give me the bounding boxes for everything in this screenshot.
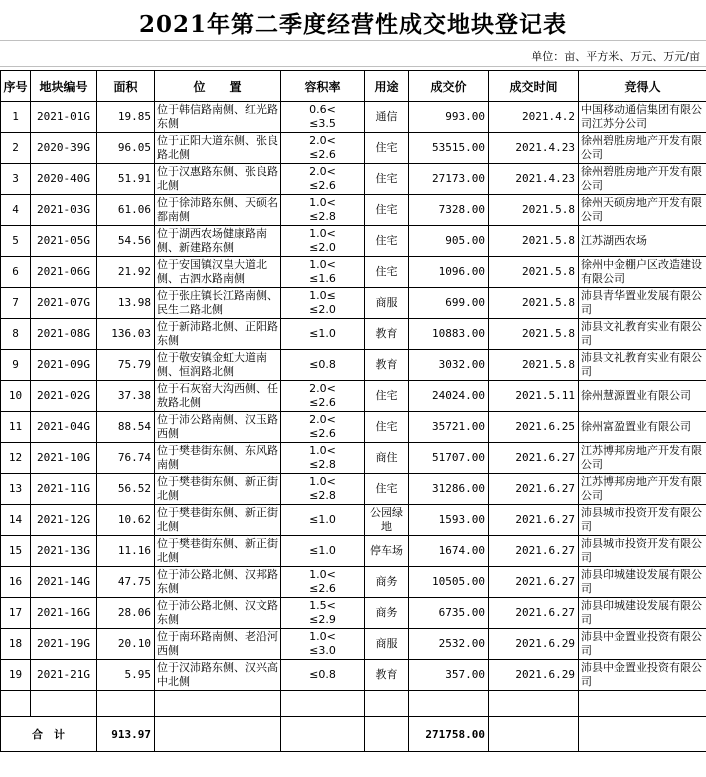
- cell-winner: 徐州天硕房地产开发有限公司: [579, 195, 706, 226]
- cell-far: ≤1.0: [281, 536, 365, 567]
- cell-winner: 沛县城市投资开发有限公司: [579, 505, 706, 536]
- cell-use: 住宅: [365, 164, 409, 195]
- cell-use: 教育: [365, 319, 409, 350]
- cell-area: 20.10: [97, 629, 155, 660]
- cell-date: 2021.6.27: [489, 536, 579, 567]
- cell-far: ≤0.8: [281, 350, 365, 381]
- cell-far: ≤1.0: [281, 505, 365, 536]
- cell-price: 53515.00: [409, 133, 489, 164]
- cell-location: 位于沛公路北侧、汉文路东侧: [155, 598, 281, 629]
- cell-date: 2021.4.23: [489, 164, 579, 195]
- page-title: 2021年第二季度经营性成交地块登记表: [138, 11, 567, 38]
- table-row: [1, 443, 706, 474]
- cell-date: 2021.6.27: [489, 474, 579, 505]
- cell-no: 8: [1, 319, 31, 350]
- cell-no: 14: [1, 505, 31, 536]
- cell-date: 2021.5.8: [489, 195, 579, 226]
- cell-winner: 徐州碧胜房地产开发有限公司: [579, 164, 706, 195]
- cell-location: 位于湖西农场健康路南侧、新建路东侧: [155, 226, 281, 257]
- cell-no: 3: [1, 164, 31, 195]
- cell-location: 位于樊巷街东侧、东风路南侧: [155, 443, 281, 474]
- cell-location: 位于新沛路北侧、正阳路东侧: [155, 319, 281, 350]
- cell-winner: 徐州碧胜房地产开发有限公司: [579, 133, 706, 164]
- cell-use: 教育: [365, 350, 409, 381]
- cell-code: 2021-07G: [31, 288, 97, 319]
- cell-no: 15: [1, 536, 31, 567]
- cell-code: 2021-12G: [31, 505, 97, 536]
- cell-location: 位于安国镇汉皇大道北侧、古泗水路南侧: [155, 257, 281, 288]
- cell-area: 88.54: [97, 412, 155, 443]
- cell-date: 2021.6.29: [489, 629, 579, 660]
- cell-use: 停车场: [365, 536, 409, 567]
- cell-no: 5: [1, 226, 31, 257]
- cell-area: 76.74: [97, 443, 155, 474]
- cell-far: 1.0< ≤2.8: [281, 195, 365, 226]
- cell-area: 10.62: [97, 505, 155, 536]
- cell-date: 2021.6.25: [489, 412, 579, 443]
- cell-code: 2021-04G: [31, 412, 97, 443]
- cell-far: 1.0≤ ≤2.0: [281, 288, 365, 319]
- cell-use: 商服: [365, 288, 409, 319]
- cell-price: 10505.00: [409, 567, 489, 598]
- table-row: [1, 164, 706, 195]
- header-winner: 竞得人: [579, 71, 706, 102]
- cell-winner: 徐州慧源置业有限公司: [579, 381, 706, 412]
- table-row: [1, 629, 706, 660]
- table-row: [1, 598, 706, 629]
- cell-far: 1.0< ≤2.8: [281, 443, 365, 474]
- blank-row: [1, 691, 706, 717]
- table-row: [1, 412, 706, 443]
- cell-price: 357.00: [409, 660, 489, 691]
- cell-no: 10: [1, 381, 31, 412]
- cell-winner: 中国移动通信集团有限公司江苏分公司: [579, 102, 706, 133]
- cell-winner: 沛县印城建设发展有限公司: [579, 598, 706, 629]
- cell-location: 位于汉惠路东侧、张良路北侧: [155, 164, 281, 195]
- cell-use: 教育: [365, 660, 409, 691]
- cell-no: 12: [1, 443, 31, 474]
- cell-winner: 沛县青华置业发展有限公司: [579, 288, 706, 319]
- cell-date: 2021.5.8: [489, 319, 579, 350]
- cell-no: 13: [1, 474, 31, 505]
- cell-code: 2021-02G: [31, 381, 97, 412]
- total-row: [1, 717, 706, 752]
- cell-use: 住宅: [365, 381, 409, 412]
- table-row: [1, 660, 706, 691]
- table-row: [1, 536, 706, 567]
- cell-price: 6735.00: [409, 598, 489, 629]
- cell-no: 17: [1, 598, 31, 629]
- cell-price: 1674.00: [409, 536, 489, 567]
- header-date: 成交时间: [489, 71, 579, 102]
- cell-date: 2021.6.29: [489, 660, 579, 691]
- cell-price: 31286.00: [409, 474, 489, 505]
- cell-area: 51.91: [97, 164, 155, 195]
- table-row: [1, 319, 706, 350]
- cell-far: ≤0.8: [281, 660, 365, 691]
- cell-code: 2021-03G: [31, 195, 97, 226]
- cell-code: 2021-10G: [31, 443, 97, 474]
- cell-no: 4: [1, 195, 31, 226]
- cell-use: 住宅: [365, 195, 409, 226]
- table-row: [1, 226, 706, 257]
- cell-location: 位于韩信路南侧、红光路东侧: [155, 102, 281, 133]
- cell-price: 2532.00: [409, 629, 489, 660]
- cell-far: 2.0< ≤2.6: [281, 381, 365, 412]
- cell-no: 6: [1, 257, 31, 288]
- cell-no: 11: [1, 412, 31, 443]
- header-far: 容积率: [281, 71, 365, 102]
- table-row: [1, 381, 706, 412]
- total-price: 271758.00: [409, 717, 489, 752]
- table-row: [1, 102, 706, 133]
- cell-area: 136.03: [97, 319, 155, 350]
- cell-far: 1.0< ≤2.8: [281, 474, 365, 505]
- header-area: 面积: [97, 71, 155, 102]
- cell-far: 1.5< ≤2.9: [281, 598, 365, 629]
- row-divider: [0, 66, 706, 67]
- cell-location: 位于樊巷街东侧、新正街北侧: [155, 536, 281, 567]
- cell-winner: 沛县文礼教育实业有限公司: [579, 350, 706, 381]
- cell-winner: 沛县中金置业投资有限公司: [579, 629, 706, 660]
- cell-winner: 徐州富盈置业有限公司: [579, 412, 706, 443]
- cell-area: 54.56: [97, 226, 155, 257]
- cell-price: 24024.00: [409, 381, 489, 412]
- cell-no: 2: [1, 133, 31, 164]
- cell-winner: 江苏博邦房地产开发有限公司: [579, 443, 706, 474]
- cell-code: 2021-08G: [31, 319, 97, 350]
- cell-location: 位于正阳大道东侧、张良路北侧: [155, 133, 281, 164]
- table-row: [1, 474, 706, 505]
- cell-area: 13.98: [97, 288, 155, 319]
- cell-location: 位于沛公路北侧、汉邦路东侧: [155, 567, 281, 598]
- cell-far: 2.0< ≤2.6: [281, 164, 365, 195]
- cell-code: 2021-19G: [31, 629, 97, 660]
- cell-no: 7: [1, 288, 31, 319]
- cell-location: 位于南环路南侧、老沿河西侧: [155, 629, 281, 660]
- cell-price: 699.00: [409, 288, 489, 319]
- cell-area: 21.92: [97, 257, 155, 288]
- cell-area: 37.38: [97, 381, 155, 412]
- cell-no: 18: [1, 629, 31, 660]
- cell-code: 2021-16G: [31, 598, 97, 629]
- cell-location: 位于沛公路南侧、汉玉路西侧: [155, 412, 281, 443]
- cell-use: 住宅: [365, 412, 409, 443]
- cell-far: 1.0< ≤2.0: [281, 226, 365, 257]
- cell-location: 位于汉沛路东侧、汉兴高中北侧: [155, 660, 281, 691]
- cell-area: 61.06: [97, 195, 155, 226]
- cell-use: 商住: [365, 443, 409, 474]
- cell-far: 1.0< ≤3.0: [281, 629, 365, 660]
- cell-date: 2021.5.8: [489, 226, 579, 257]
- cell-use: 通信: [365, 102, 409, 133]
- cell-location: 位于敬安镇金虹大道南侧、恒润路北侧: [155, 350, 281, 381]
- cell-date: 2021.6.27: [489, 443, 579, 474]
- cell-price: 27173.00: [409, 164, 489, 195]
- cell-date: 2021.4.23: [489, 133, 579, 164]
- cell-date: 2021.5.11: [489, 381, 579, 412]
- cell-use: 住宅: [365, 133, 409, 164]
- cell-winner: 徐州中金棚户区改造建设有限公司: [579, 257, 706, 288]
- cell-date: 2021.5.8: [489, 288, 579, 319]
- header-no: 序号: [1, 71, 31, 102]
- cell-date: 2021.5.8: [489, 257, 579, 288]
- cell-price: 51707.00: [409, 443, 489, 474]
- cell-area: 56.52: [97, 474, 155, 505]
- cell-price: 1593.00: [409, 505, 489, 536]
- cell-code: 2021-11G: [31, 474, 97, 505]
- cell-area: 47.75: [97, 567, 155, 598]
- cell-use: 住宅: [365, 257, 409, 288]
- unit-note: 单位：亩、平方米、万元、万元/亩: [531, 50, 700, 63]
- header-location: 位 置: [155, 71, 281, 102]
- cell-use: 商服: [365, 629, 409, 660]
- cell-price: 7328.00: [409, 195, 489, 226]
- table-row: [1, 505, 706, 536]
- cell-far: 2.0< ≤2.6: [281, 412, 365, 443]
- cell-area: 11.16: [97, 536, 155, 567]
- cell-winner: 沛县文礼教育实业有限公司: [579, 319, 706, 350]
- cell-area: 28.06: [97, 598, 155, 629]
- cell-location: 位于樊巷街东侧、新正街北侧: [155, 505, 281, 536]
- cell-code: 2021-21G: [31, 660, 97, 691]
- cell-winner: 江苏湖西农场: [579, 226, 706, 257]
- header-price: 成交价: [409, 71, 489, 102]
- cell-no: 1: [1, 102, 31, 133]
- cell-code: 2021-05G: [31, 226, 97, 257]
- cell-area: 96.05: [97, 133, 155, 164]
- cell-code: 2021-06G: [31, 257, 97, 288]
- cell-winner: 江苏博邦房地产开发有限公司: [579, 474, 706, 505]
- header-code: 地块编号: [31, 71, 97, 102]
- row-divider: [0, 40, 706, 41]
- cell-area: 19.85: [97, 102, 155, 133]
- table-row: [1, 195, 706, 226]
- cell-winner: 沛县印城建设发展有限公司: [579, 567, 706, 598]
- cell-winner: 沛县中金置业投资有限公司: [579, 660, 706, 691]
- cell-use: 公园绿地: [365, 505, 409, 536]
- cell-price: 905.00: [409, 226, 489, 257]
- cell-price: 35721.00: [409, 412, 489, 443]
- cell-date: 2021.6.27: [489, 598, 579, 629]
- cell-code: 2021-01G: [31, 102, 97, 133]
- cell-no: 9: [1, 350, 31, 381]
- cell-far: 1.0< ≤2.6: [281, 567, 365, 598]
- cell-price: 1096.00: [409, 257, 489, 288]
- total-area: 913.97: [97, 717, 155, 752]
- cell-area: 5.95: [97, 660, 155, 691]
- table-row: [1, 257, 706, 288]
- cell-date: 2021.4.2: [489, 102, 579, 133]
- total-label: 合 计: [1, 717, 97, 752]
- cell-date: 2021.6.27: [489, 567, 579, 598]
- cell-location: 位于石灰窑大沟西侧、任敖路北侧: [155, 381, 281, 412]
- cell-no: 19: [1, 660, 31, 691]
- cell-price: 10883.00: [409, 319, 489, 350]
- cell-far: 0.6< ≤3.5: [281, 102, 365, 133]
- land-transaction-table: [0, 70, 706, 752]
- cell-date: 2021.5.8: [489, 350, 579, 381]
- table-row: [1, 350, 706, 381]
- cell-far: 1.0< ≤1.6: [281, 257, 365, 288]
- cell-no: 16: [1, 567, 31, 598]
- cell-use: 商务: [365, 598, 409, 629]
- table-row: [1, 133, 706, 164]
- cell-date: 2021.6.27: [489, 505, 579, 536]
- cell-code: 2021-09G: [31, 350, 97, 381]
- table-row: [1, 567, 706, 598]
- cell-code: 2020-39G: [31, 133, 97, 164]
- cell-use: 商务: [365, 567, 409, 598]
- cell-area: 75.79: [97, 350, 155, 381]
- cell-code: 2021-13G: [31, 536, 97, 567]
- cell-price: 3032.00: [409, 350, 489, 381]
- cell-location: 位于徐沛路东侧、天硕名都南侧: [155, 195, 281, 226]
- header-row: [1, 71, 706, 102]
- cell-far: ≤1.0: [281, 319, 365, 350]
- cell-price: 993.00: [409, 102, 489, 133]
- cell-code: 2020-40G: [31, 164, 97, 195]
- cell-use: 住宅: [365, 226, 409, 257]
- cell-far: 2.0< ≤2.6: [281, 133, 365, 164]
- cell-code: 2021-14G: [31, 567, 97, 598]
- cell-use: 住宅: [365, 474, 409, 505]
- cell-winner: 沛县城市投资开发有限公司: [579, 536, 706, 567]
- table-row: [1, 288, 706, 319]
- cell-location: 位于樊巷街东侧、新正街北侧: [155, 474, 281, 505]
- header-use: 用途: [365, 71, 409, 102]
- cell-location: 位于张庄镇长江路南侧、民生二路北侧: [155, 288, 281, 319]
